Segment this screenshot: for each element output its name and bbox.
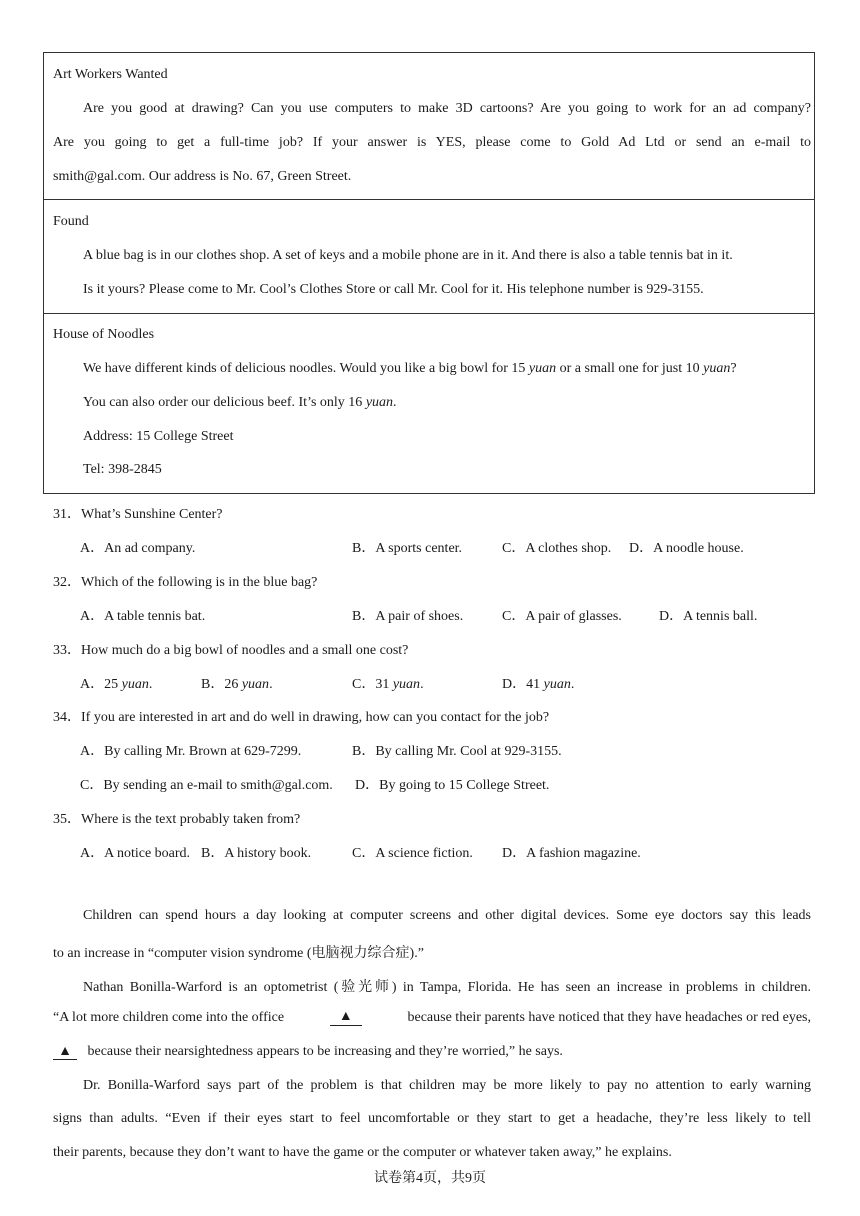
option-d: D．A fashion magazine.	[502, 846, 641, 861]
notice-title: House of Noodles	[53, 327, 155, 342]
option-d: D．A tennis ball.	[659, 609, 758, 624]
option-c: C．A clothes shop.	[502, 541, 612, 556]
notice-tel: Tel: 398-2845	[83, 462, 162, 477]
passage-text: Dr. Bonilla-Warford says part of the problem is that children may be more likely to pay no attention to early warning	[83, 1078, 811, 1093]
question-32: 32．Which of the following is in the blue bag?	[53, 575, 318, 590]
option-d: D．By going to 15 College Street.	[355, 778, 550, 793]
option-c: C．A science fiction.	[352, 846, 473, 861]
option-b: B．A sports center.	[352, 541, 463, 556]
option-b: B．By calling Mr. Cool at 929-3155.	[352, 744, 562, 759]
option-a: A．A table tennis bat.	[80, 609, 206, 624]
question-31: 31．What’s Sunshine Center?	[53, 507, 223, 522]
option-a: A．25 yuan.	[80, 677, 153, 692]
passage-text: to an increase in “computer vision syndrome (电脑视力综合症).”	[53, 946, 424, 961]
option-b: B．A pair of shoes.	[352, 609, 464, 624]
answer-blank[interactable]: ▲	[53, 1045, 77, 1060]
passage-text: Nathan Bonilla-Warford is an optometrist (验光师) in Tampa, Florida. He has seen an increase in problems in children.	[83, 980, 811, 995]
option-c: C．By sending an e-mail to smith@gal.com.	[80, 778, 333, 793]
notice-text: We have different kinds of delicious noodles. Would you like a big bowl for 15 yuan or a small one for just 10 yuan?	[83, 361, 737, 376]
option-a: A．A notice board.	[80, 846, 191, 861]
option-d: D．A noodle house.	[629, 541, 744, 556]
notice-text: Are you going to get a full-time job? If your answer is YES, please come to Gold Ad Ltd or send an e-mail to	[53, 135, 811, 150]
passage-text: ▲ because their nearsightedness appears to be increasing and they’re worried,” he says.	[53, 1044, 563, 1060]
notice-address: Address: 15 College Street	[83, 429, 234, 444]
option-b: B．26 yuan.	[201, 677, 273, 692]
option-c: C．31 yuan.	[352, 677, 424, 692]
passage-text: Children can spend hours a day looking at computer screens and other digital devices. Some eye doctors say this leads	[83, 908, 811, 923]
notice-text: smith@gal.com. Our address is No. 67, Green Street.	[53, 169, 352, 184]
question-33: 33．How much do a big bowl of noodles and a small one cost?	[53, 643, 409, 658]
option-a: A．By calling Mr. Brown at 629-7299.	[80, 744, 302, 759]
option-c: C．A pair of glasses.	[502, 609, 622, 624]
passage-text: “A lot more children come into the office ▲ because their parents have noticed that they have headaches or red eyes,	[53, 1009, 811, 1025]
option-a: A．An ad company.	[80, 541, 196, 556]
answer-blank[interactable]: ▲	[330, 1010, 362, 1026]
passage-text: their parents, because they don’t want to have the game or the computer or whatever taken away,” he explains.	[53, 1145, 672, 1160]
passage-text: signs than adults. “Even if their eyes start to feel uncomfortable or they start to get a headache, they’re less likely to tell	[53, 1111, 811, 1126]
notice-title: Art Workers Wanted	[53, 67, 168, 82]
notice-title: Found	[53, 214, 89, 229]
question-35: 35．Where is the text probably taken from?	[53, 812, 301, 827]
option-b: B．A history book.	[201, 846, 312, 861]
page-footer: 试卷第4页，共9页	[374, 1171, 486, 1186]
question-34: 34．If you are interested in art and do well in drawing, how can you contact for the job?	[53, 710, 550, 725]
notice-text: You can also order our delicious beef. It’s only 16 yuan.	[83, 395, 397, 410]
option-d: D．41 yuan.	[502, 677, 575, 692]
notice-text: Are you good at drawing? Can you use computers to make 3D cartoons? Are you going to work for an ad company?	[83, 101, 811, 116]
notice-text: A blue bag is in our clothes shop. A set of keys and a mobile phone are in it. And there is also a table tennis bat in it.	[83, 248, 733, 263]
notice-text: Is it yours? Please come to Mr. Cool’s Clothes Store or call Mr. Cool for it. His telephone number is 929-3155.	[83, 282, 704, 297]
